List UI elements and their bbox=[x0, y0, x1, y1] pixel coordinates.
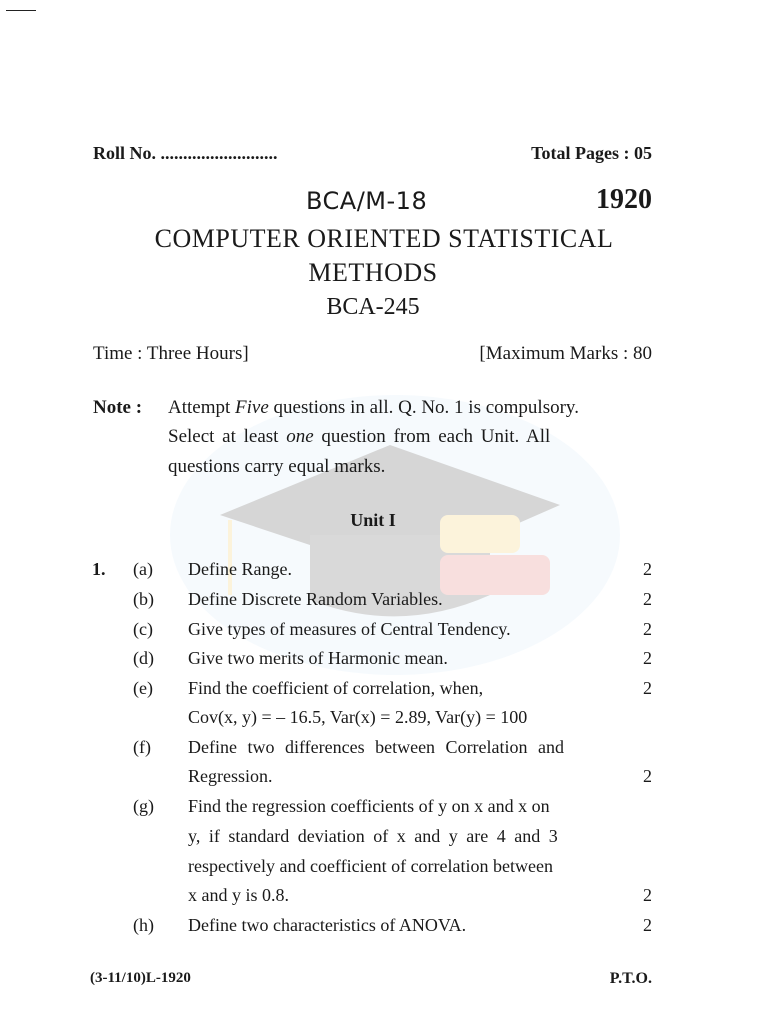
part-letter: (f) bbox=[133, 737, 151, 757]
paper-number: 1920 bbox=[596, 184, 652, 215]
part-letter: (h) bbox=[133, 915, 154, 935]
paper-code: BCA/M-18 bbox=[306, 187, 428, 215]
subject-title-line1: COMPUTER ORIENTED STATISTICAL bbox=[154, 224, 614, 253]
question-part-g-line4 bbox=[0, 885, 768, 915]
question-part-f-line2 bbox=[0, 766, 768, 796]
part-letter: (b) bbox=[133, 589, 154, 609]
part-marks: 2 bbox=[643, 915, 652, 935]
note-line-2 bbox=[168, 426, 550, 448]
question-part-c bbox=[0, 619, 768, 649]
question-part-b bbox=[0, 589, 768, 619]
part-marks: 2 bbox=[643, 885, 652, 905]
part-marks: 2 bbox=[643, 619, 652, 639]
part-text: Give two merits of Harmonic mean. bbox=[188, 648, 448, 668]
part-letter: (e) bbox=[133, 678, 153, 698]
part-letter: (c) bbox=[133, 619, 153, 639]
roll-dots: .......................... bbox=[160, 143, 278, 163]
part-text: Define two characteristics of ANOVA. bbox=[188, 915, 467, 935]
question-part-d bbox=[0, 648, 768, 678]
part-text: Give types of measures of Central Tendency. bbox=[188, 619, 511, 639]
part-marks: 2 bbox=[643, 648, 652, 668]
note-line-3: questions carry equal marks. bbox=[168, 456, 386, 477]
question-part-f bbox=[0, 737, 768, 767]
note-line-1-pre: Attempt bbox=[168, 397, 231, 418]
part-text-continued: x and y is 0.8. bbox=[188, 885, 289, 905]
part-letter: (a) bbox=[133, 559, 153, 579]
note-line-1-em: Five bbox=[235, 397, 269, 418]
note-label: Note : bbox=[93, 397, 143, 418]
part-text: Find the regression coefficients of y on x and x on bbox=[188, 796, 550, 816]
part-text: Define Discrete Random Variables. bbox=[188, 589, 443, 609]
question-part-g-line3 bbox=[0, 856, 768, 886]
maximum-marks: [Maximum Marks : 80 bbox=[479, 343, 652, 364]
note-line-1 bbox=[168, 397, 579, 419]
part-formula: Cov(x, y) = – 16.5, Var(x) = 2.89, Var(y) = 100 bbox=[188, 707, 528, 727]
part-marks: 2 bbox=[643, 766, 652, 786]
question-part-e bbox=[0, 678, 768, 708]
question-part-g bbox=[0, 796, 768, 826]
part-text: Define Range. bbox=[188, 559, 292, 579]
note-line-1-post: questions in all. Q. No. 1 is compulsory. bbox=[273, 397, 579, 418]
part-marks: 2 bbox=[643, 559, 652, 579]
unit-heading: Unit I bbox=[350, 510, 396, 530]
note-line-2-em: one bbox=[286, 426, 314, 447]
part-text-continued: Regression. bbox=[188, 766, 273, 786]
subject-title-line2: METHODS bbox=[308, 258, 438, 287]
question-part-e-line2 bbox=[0, 707, 768, 737]
note-line-2-pre: Select at least bbox=[168, 426, 279, 447]
roll-label: Roll No. bbox=[93, 143, 156, 163]
part-text-continued: y, if standard deviation of x and y are 4 and 3 bbox=[188, 826, 558, 846]
question-part-h bbox=[0, 915, 768, 945]
question-number: 1. bbox=[92, 559, 106, 579]
part-letter: (g) bbox=[133, 796, 154, 816]
part-text-continued: respectively and coefficient of correlation between bbox=[188, 856, 553, 876]
question-part-g-line2 bbox=[0, 826, 768, 856]
question-part-a bbox=[0, 559, 768, 589]
part-marks: 2 bbox=[643, 678, 652, 698]
part-letter: (d) bbox=[133, 648, 154, 668]
part-marks: 2 bbox=[643, 589, 652, 609]
total-pages: Total Pages : 05 bbox=[531, 143, 652, 163]
course-code: BCA-245 bbox=[326, 294, 420, 320]
corner-mark bbox=[6, 10, 36, 11]
part-text: Define two differences between Correlation and bbox=[188, 737, 565, 757]
page-turn-indicator: P.T.O. bbox=[609, 970, 652, 987]
note-line-2-post: question from each Unit. All bbox=[321, 426, 551, 447]
roll-number bbox=[93, 143, 278, 164]
footer-code: (3-11/10)L-1920 bbox=[90, 970, 191, 986]
part-text: Find the coefficient of correlation, when, bbox=[188, 678, 484, 698]
exam-time: Time : Three Hours] bbox=[93, 343, 249, 364]
